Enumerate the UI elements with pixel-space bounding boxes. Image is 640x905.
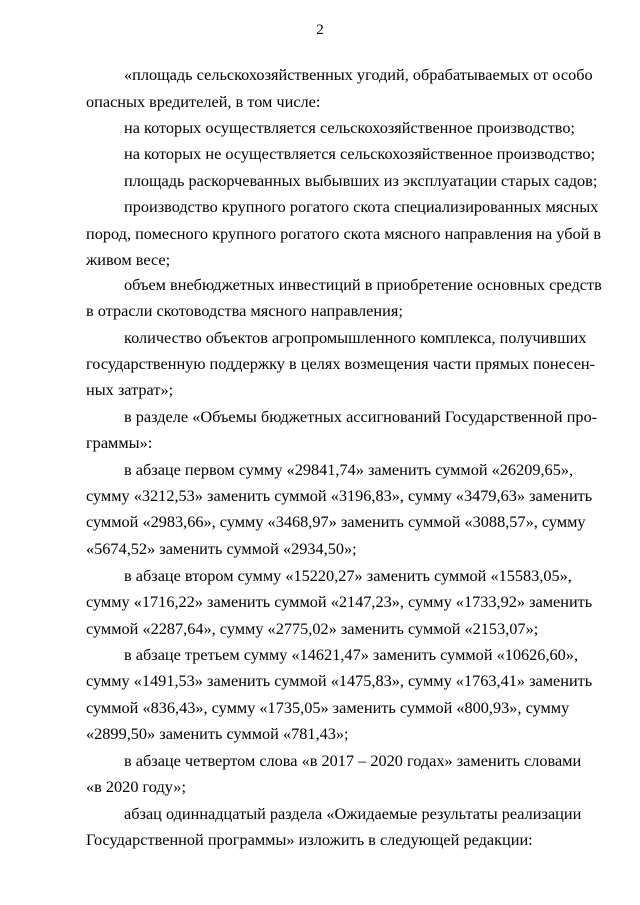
text-line: на которых осуществляется сельскохозяйственное производство; (124, 118, 575, 137)
text-line: опасных вредителей, в том числе: (86, 92, 321, 111)
text-line: государственную поддержку в целях возмещения части прямых понесен- (86, 354, 596, 373)
text-line: суммой «2287,64», сумму «2775,02» заменить суммой «2153,07»; (86, 619, 539, 638)
text-line: абзац одиннадцатый раздела «Ожидаемые результаты реализации (124, 804, 582, 823)
text-line: «площадь сельскохозяйственных угодий, обрабатываемых от особо (124, 65, 593, 84)
text-line: в разделе «Объемы бюджетных ассигнований Государственной про- (124, 407, 598, 426)
text-line: в абзаце четвертом слова «в 2017 – 2020 годах» заменить словами (124, 751, 582, 770)
text-line: граммы»: (86, 433, 153, 452)
text-line: сумму «3212,53» заменить суммой «3196,83», сумму «3479,63» заменить (86, 486, 593, 505)
text-line: Государственной программы» изложить в следующей редакции: (86, 830, 533, 849)
text-line: суммой «836,43», сумму «1735,05» заменить суммой «800,93», сумму (86, 698, 570, 717)
text-line: в абзаце первом сумму «29841,74» заменить суммой «26209,65», (124, 460, 574, 479)
text-line: сумму «1716,22» заменить суммой «2147,23», сумму «1733,92» заменить (86, 592, 593, 611)
text-line: «5674,52» заменить суммой «2934,50»; (86, 539, 357, 558)
text-line: площадь раскорчеванных выбывших из эксплуатации старых садов; (124, 171, 598, 190)
text-line: ных затрат»; (86, 380, 174, 399)
text-line: пород, помесного крупного рогатого скота мясного направления на убой в (86, 224, 602, 243)
text-line: живом весе; (86, 250, 171, 269)
text-line: в абзаце третьем сумму «14621,47» заменить суммой «10626,60», (124, 645, 579, 664)
text-line: производство крупного рогатого скота специализированных мясных (124, 197, 599, 216)
page-number: 2 (316, 22, 324, 38)
text-line: на которых не осуществляется сельскохозяйственное производство; (124, 144, 595, 163)
text-line: «в 2020 году»; (86, 777, 186, 796)
text-line: в отрасли скотоводства мясного направления; (86, 301, 403, 320)
text-line: в абзаце втором сумму «15220,27» заменить суммой «15583,05», (124, 566, 572, 585)
text-line: сумму «1491,53» заменить суммой «1475,83», сумму «1763,41» заменить (86, 671, 593, 690)
text-line: «2899,50» заменить суммой «781,43»; (86, 724, 349, 743)
text-line: количество объектов агропромышленного комплекса, получивших (124, 328, 587, 347)
text-line: объем внебюджетных инвестиций в приобретение основных средств (124, 275, 602, 294)
text-line: суммой «2983,66», сумму «3468,97» заменить суммой «3088,57», сумму (86, 512, 586, 531)
